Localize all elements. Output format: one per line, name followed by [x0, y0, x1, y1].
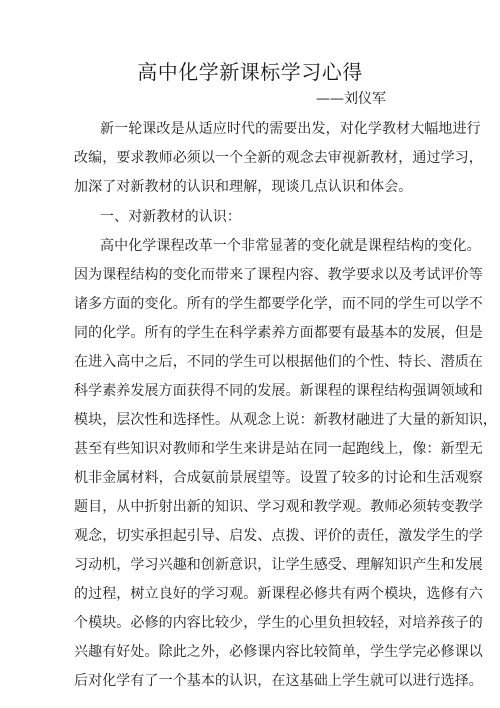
- author-line: ——刘仪军: [316, 91, 386, 107]
- intro-line: 新一轮课改是从适应时代的需要出发，对化学教材大幅地进行: [100, 121, 481, 137]
- body-line: 科学素养发展方面获得不同的发展。新课程的课程结构强调领域和: [74, 383, 483, 399]
- body-line: 同的化学。所有的学生在科学素养方面都要有最基本的发展，但是: [74, 325, 483, 341]
- body-line: 个模块。必修的内容比较少，学生的心里负担较轻，对培养孩子的: [74, 615, 483, 631]
- section-heading: 一、对新教材的认识：: [100, 209, 241, 225]
- body-line: 的过程，树立良好的学习观。新课程必修共有两个模块，选修有六: [74, 586, 483, 602]
- body-line: 兴趣有好处。除此之外，必修课内容比较简单，学生学完必修课以: [74, 644, 483, 660]
- body-line: 在进入高中之后，不同的学生可以根据他们的个性、特长、潜质在: [74, 354, 483, 370]
- body-line: 后对化学有了一个基本的认识，在这基础上学生就可以进行选择。: [74, 673, 483, 689]
- document-title: 高中化学新课标学习心得: [137, 60, 363, 84]
- body-line: 机非金属材料，合成氨前景展望等。设置了较多的讨论和生活观察: [74, 470, 483, 486]
- intro-line: 加深了对新教材的认识和理解，现谈几点认识和体会。: [74, 179, 413, 195]
- body-line: 模块，层次性和选择性。从观念上说：新教材融进了大量的新知识，: [74, 412, 497, 428]
- body-line: 因为课程结构的变化而带来了课程内容、教学要求以及考试评价等: [74, 267, 483, 283]
- body-line: 观念，切实承担起引导、启发、点拨、评价的责任，激发学生的学: [74, 528, 483, 544]
- body-line: 高中化学课程改革一个非常显著的变化就是课程结构的变化。: [100, 238, 481, 254]
- body-line: 习动机，学习兴趣和创新意识，让学生感受、理解知识产生和发展: [74, 557, 483, 573]
- body-line: 甚至有些知识对教师和学生来讲是站在同一起跑线上，像：新型无: [74, 441, 483, 457]
- intro-line: 改编，要求教师必须以一个全新的观念去审视新教材，通过学习，: [74, 150, 483, 166]
- body-line: 题目，从中折射出新的知识、学习观和教学观。教师必须转变教学: [74, 499, 483, 515]
- body-line: 诸多方面的变化。所有的学生都要学化学，而不同的学生可以学不: [74, 296, 483, 312]
